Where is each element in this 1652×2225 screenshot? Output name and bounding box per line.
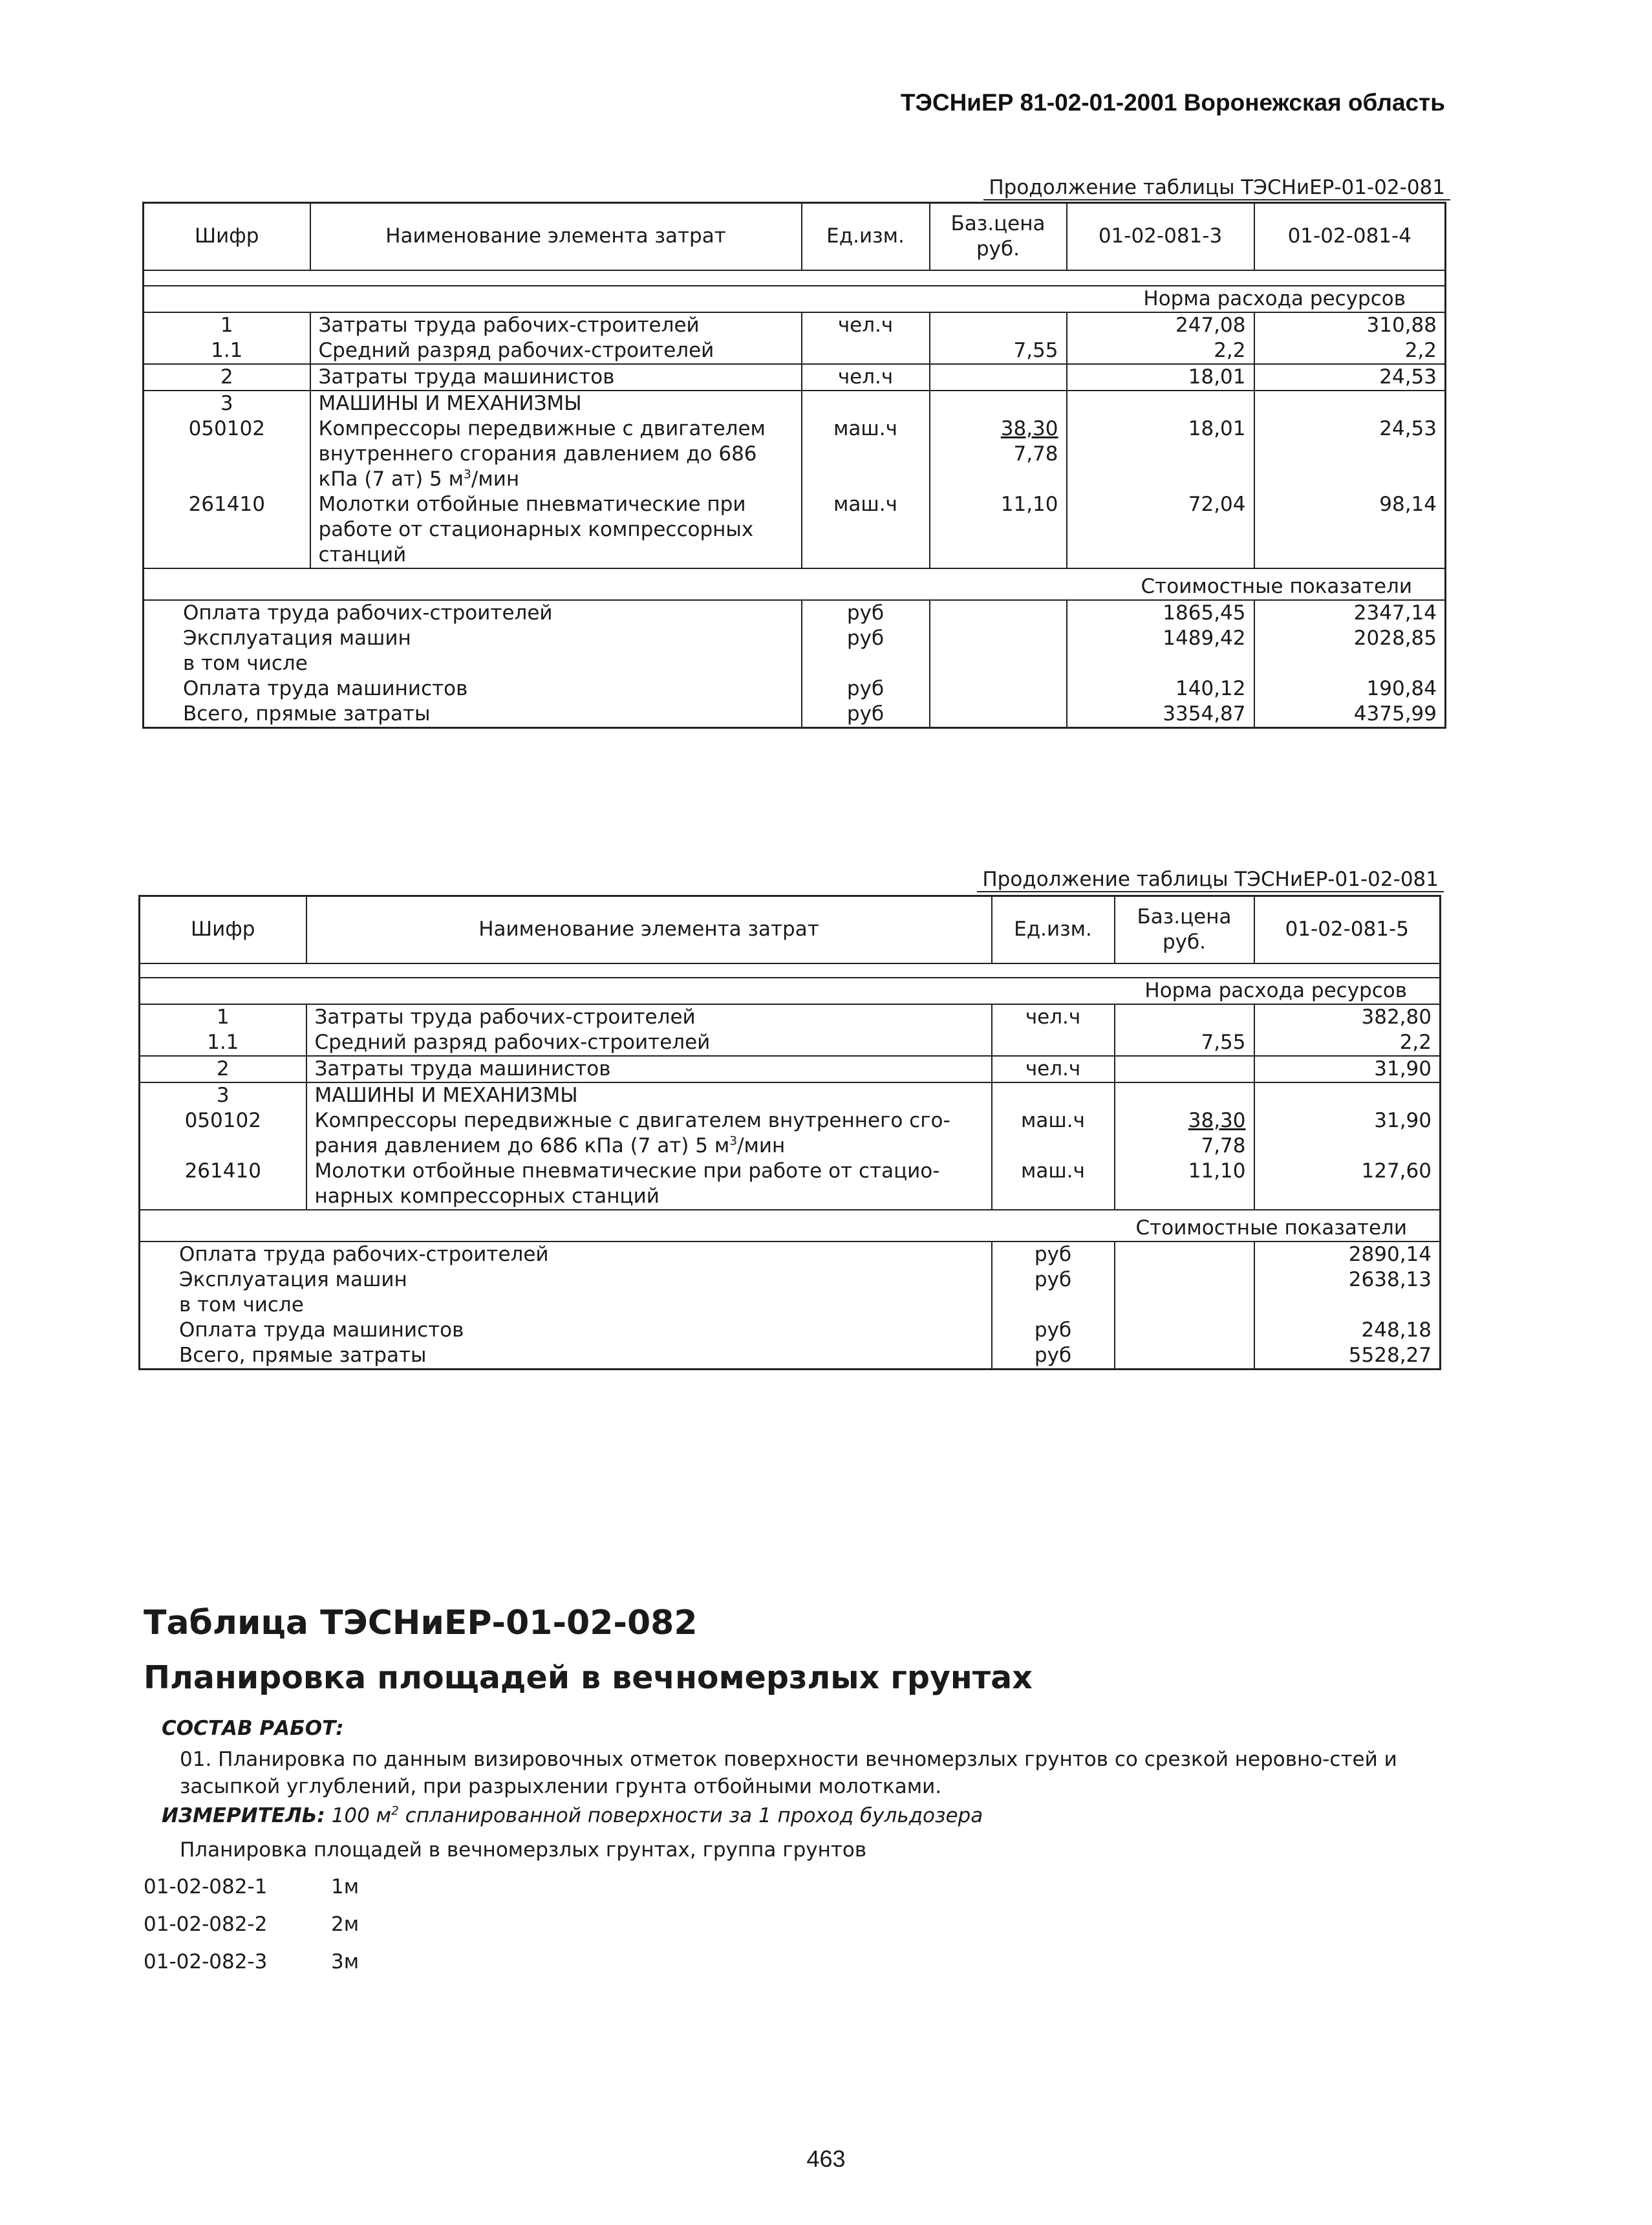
cost-name: Оплата труда рабочих-строителей: [183, 601, 553, 625]
cost-row: [140, 1267, 1441, 1293]
row-code: 1: [220, 313, 233, 337]
col-header-081-5: 01-02-081-5: [1254, 896, 1441, 963]
cost-unit: руб: [802, 702, 930, 728]
list-item: 01-02-082-3 3м: [144, 1950, 359, 1973]
col-header-code: Шифр: [144, 203, 310, 270]
cost-value-1: 1489,42: [1067, 626, 1254, 651]
row-name: Затраты труда рабочих-строителей: [310, 312, 802, 338]
row-value-1: 247,08: [1067, 312, 1254, 338]
cost-label: Стоимостные показатели: [1141, 574, 1412, 598]
cost-label-row: [144, 568, 1446, 600]
row-name: Компрессоры передвижные с двигателем внутреннего сгорания давлением до 686 кПа (7 ат) 5 $м^3$/мин: [310, 416, 802, 492]
sostav-label: СОСТАВ РАБОТ:: [162, 1717, 344, 1740]
row-value-1: 2,2: [1399, 1030, 1432, 1054]
row-price: [930, 364, 1067, 391]
cost-name: Оплата труда машинистов: [179, 1318, 464, 1342]
row-price: 38,30 7,78: [930, 416, 1067, 492]
row-code: 2: [216, 1057, 230, 1080]
col-header-unit: Ед.изм.: [992, 896, 1115, 963]
row-unit: чел.ч: [802, 312, 930, 338]
cost-value-1: 5528,27: [1348, 1343, 1432, 1367]
cost-name: Эксплуатация машин: [183, 626, 411, 650]
row-value-1: 18,01: [1067, 364, 1254, 391]
table-row: [144, 312, 1446, 338]
cost-name: в том числе: [183, 651, 308, 675]
row-name: Затраты труда рабочих-строителей: [306, 1004, 992, 1030]
row-value-1: 31,90: [1374, 1057, 1432, 1080]
row-unit: чел.ч: [802, 364, 930, 391]
row-value-1: 18,01: [1067, 416, 1254, 492]
section-subtitle: Планировка площадей в вечномерзлых грунтах: [144, 1659, 1033, 1696]
cost-row: [144, 651, 1446, 676]
row-name: Средний разряд рабочих-строителей: [310, 338, 802, 364]
table-row: [140, 1108, 1441, 1159]
cost-unit: руб: [992, 1343, 1115, 1370]
list-item: 01-02-082-1 1м: [144, 1875, 359, 1898]
row-code: 1.1: [211, 338, 243, 362]
cost-value-1: 248,18: [1361, 1318, 1432, 1342]
row-unit: маш.ч: [992, 1159, 1115, 1210]
cost-row: [140, 1241, 1441, 1267]
row-unit: чел.ч: [992, 1056, 1115, 1082]
row-name: МАШИНЫ И МЕХАНИЗМЫ: [310, 391, 802, 416]
cost-row: [144, 702, 1446, 728]
cost-unit: руб: [992, 1267, 1115, 1293]
cost-row: [144, 676, 1446, 702]
col-header-unit: Ед.изм.: [802, 203, 930, 270]
row-price: [1115, 1004, 1254, 1030]
row-name: Молотки отбойные пневматические при работе от стацио- нарных компрессорных станций: [306, 1159, 992, 1210]
row-value-1: 72,04: [1067, 492, 1254, 568]
cost-value-2: 2347,14: [1353, 601, 1437, 625]
cost-row: [144, 600, 1446, 626]
row-unit: [802, 338, 930, 364]
row-price: [1115, 1056, 1254, 1082]
row-name: Молотки отбойные пневматические при работе от стационарных компрессорных станций: [310, 492, 802, 568]
table-row: [144, 492, 1446, 568]
table1: [142, 202, 1446, 729]
list-item: 01-02-082-2 2м: [144, 1913, 359, 1936]
row-price: 7,55: [1115, 1030, 1254, 1056]
group-subhead: Планировка площадей в вечномерзлых грунтах, группа грунтов: [180, 1838, 867, 1862]
row-name: Компрессоры передвижные с двигателем внутреннего сго- рания давлением до 686 кПа (7 ат) 5 $м^3$/мин: [306, 1108, 992, 1159]
cost-label: Стоимостные показатели: [1135, 1216, 1407, 1240]
row-code: 3: [216, 1083, 230, 1107]
table-row: [140, 1056, 1441, 1082]
cost-row: [140, 1343, 1441, 1370]
cost-row: [144, 626, 1446, 651]
row-code: 1.1: [207, 1030, 239, 1054]
table-row: [144, 364, 1446, 391]
row-name: МАШИНЫ И МЕХАНИЗМЫ: [306, 1082, 992, 1108]
table-row: [140, 1004, 1441, 1030]
row-code: 261410: [184, 1159, 261, 1183]
row-value-1: 31,90: [1374, 1108, 1432, 1132]
table-row: [144, 416, 1446, 492]
row-value-1: 2,2: [1067, 338, 1254, 364]
row-name: Затраты труда машинистов: [310, 364, 802, 391]
work-description: 01. Планировка по данным визировочных отметок поверхности вечномерзлых грунтов со срезкой неровно-стей и засыпкой углублений, при разрыхлении грунта отбойными молотками.: [180, 1748, 1397, 1798]
table-row: [140, 1159, 1441, 1210]
cost-unit: руб: [802, 600, 930, 626]
row-value-1: 127,60: [1361, 1159, 1432, 1183]
row-code: 2: [220, 365, 233, 389]
cost-unit: руб: [992, 1241, 1115, 1267]
col-header-price: Баз.цена руб.: [930, 203, 1067, 270]
row-name: Средний разряд рабочих-строителей: [306, 1030, 992, 1056]
row-unit: чел.ч: [992, 1004, 1115, 1030]
table1-caption: Продолжение таблицы ТЭСНиЕР-01-02-081: [989, 176, 1445, 199]
table1-header-row: [144, 203, 1446, 270]
table2-header-row: [140, 896, 1441, 963]
cost-name: Эксплуатация машин: [179, 1267, 407, 1291]
cost-value-1: 140,12: [1067, 676, 1254, 702]
cost-name: Оплата труда машинистов: [183, 676, 468, 700]
row-value-2: 24,53: [1379, 365, 1437, 389]
document-header: ТЭСНиЕР 81-02-01-2001 Воронежская область: [900, 89, 1445, 116]
table-row: [144, 391, 1446, 416]
cost-name: Всего, прямые затраты: [179, 1343, 427, 1367]
cost-name: в том числе: [179, 1293, 304, 1317]
row-value-2: 310,88: [1366, 313, 1437, 337]
cost-label-row: [140, 1210, 1441, 1241]
cost-unit: руб: [992, 1318, 1115, 1343]
cost-name: Всего, прямые затраты: [183, 702, 431, 726]
norma-label: Норма расхода ресурсов: [144, 286, 1446, 312]
norma-row: [144, 286, 1446, 312]
cost-unit: руб: [802, 626, 930, 651]
col-header-name: Наименование элемента затрат: [306, 896, 992, 963]
table2-caption: Продолжение таблицы ТЭСНиЕР-01-02-081: [982, 868, 1439, 891]
table-row: [144, 338, 1446, 364]
cost-value-1: 1865,45: [1067, 600, 1254, 626]
row-value-2: 98,14: [1379, 492, 1437, 516]
col-header-name: Наименование элемента затрат: [310, 203, 802, 270]
norma-label: Норма расхода ресурсов: [140, 978, 1441, 1004]
row-unit: маш.ч: [992, 1108, 1115, 1159]
col-header-081-4: 01-02-081-4: [1254, 203, 1446, 270]
col-header-price: Баз.цена руб.: [1115, 896, 1254, 963]
row-price: 11,10: [1115, 1159, 1254, 1210]
row-price: 11,10: [930, 492, 1067, 568]
cost-unit: руб: [802, 676, 930, 702]
row-code: 261410: [188, 492, 265, 516]
page-number: 463: [806, 2145, 846, 2172]
row-price: [930, 312, 1067, 338]
row-code: 3: [220, 391, 233, 415]
cost-row: [140, 1318, 1441, 1343]
row-code: 050102: [184, 1108, 261, 1132]
col-header-081-3: 01-02-081-3: [1067, 203, 1254, 270]
section-title: Таблица ТЭСНиЕР-01-02-082: [144, 1604, 698, 1642]
col-header-code: Шифр: [140, 896, 306, 963]
row-code: 1: [216, 1005, 230, 1029]
cost-name: Оплата труда рабочих-строителей: [179, 1242, 549, 1266]
cost-value-2: 4375,99: [1353, 702, 1437, 726]
row-unit: маш.ч: [802, 492, 930, 568]
row-price: 38,30 7,78: [1115, 1108, 1254, 1159]
row-unit: маш.ч: [802, 416, 930, 492]
izmeritel-line: ИЗМЕРИТЕЛЬ: 100 $м^2$ спланированной поверхности за 1 проход бульдозера: [162, 1804, 983, 1827]
cost-value-2: 190,84: [1366, 676, 1437, 700]
cost-value-1: 2890,14: [1348, 1242, 1432, 1266]
row-code: 050102: [188, 416, 265, 440]
row-price: 7,55: [930, 338, 1067, 364]
cost-value-1: 2638,13: [1348, 1267, 1432, 1291]
norma-row: [140, 978, 1441, 1004]
row-value-1: 382,80: [1361, 1005, 1432, 1029]
row-name: Затраты труда машинистов: [306, 1056, 992, 1082]
table-row: [140, 1030, 1441, 1056]
row-value-2: 2,2: [1404, 338, 1437, 362]
table2: [138, 895, 1441, 1370]
cost-row: [140, 1293, 1441, 1318]
row-value-2: 24,53: [1379, 416, 1437, 440]
table-row: [140, 1082, 1441, 1108]
cost-value-2: 2028,85: [1353, 626, 1437, 650]
row-unit: [992, 1030, 1115, 1056]
cost-value-1: 3354,87: [1067, 702, 1254, 728]
